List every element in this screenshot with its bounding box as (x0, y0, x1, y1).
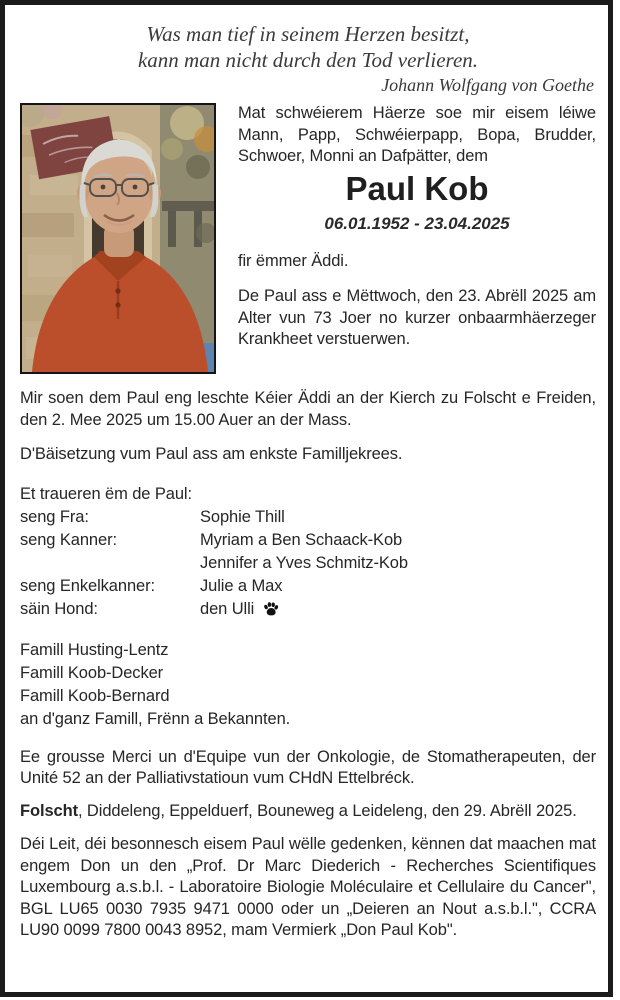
mourner-row (20, 552, 596, 575)
mourner-value: Myriam a Ben Schaack-Kob (200, 530, 403, 549)
portrait-photo (20, 103, 216, 374)
mourner-row (20, 598, 596, 621)
mourner-dog-name: den Ulli (200, 599, 255, 618)
deceased-dates: 06.01.1952 - 23.04.2025 (324, 213, 510, 233)
paw-icon (263, 602, 279, 617)
mourner-value: Julie a Max (200, 576, 283, 595)
deceased-name: Paul Kob (345, 169, 489, 207)
mourner-label: seng Kanner: (20, 530, 117, 549)
family-line: Famill Koob-Bernard (20, 686, 170, 705)
thanks-paragraph: Ee grousse Merci un d'Equipe vun der Onkologie, de Stomatherapeuten, der Unité 52 an der Palliativstatioun vum CHdN Ettelbréck. (20, 747, 596, 787)
mourner-label: seng Enkelkanner: (20, 576, 155, 595)
announcement-row (20, 103, 596, 374)
dateline-rest: , Diddeleng, Eppelduerf, Bouneweg a Leideleng, den 29. Abrëll 2025. (77, 801, 577, 820)
mourners-heading: Et traueren ëm de Paul: (20, 484, 192, 503)
donations-paragraph: Déi Leit, déi besonnesch eisem Paul wëlle gedenken, kënnen dat maachen mat engem Don un den „Prof. Dr Marc Diederich - Recherches Scientifiques Luxembourg a.s.b.l. - Laboratoire Biologie Moléculaire et Cellulaire du Cancer", BGL LU65 0030 7935 9471 0000 oder un „Deieren an Nout a.s.b.l.", CCRA LU90 0099 7800 0043 8952, mam Vermierk „Don Paul Kob". (20, 835, 596, 939)
mourner-value: Jennifer a Yves Schmitz-Kob (200, 553, 408, 572)
mourner-value: Sophie Thill (200, 507, 285, 526)
dateline (20, 801, 596, 823)
death-notice: De Paul ass e Mëttwoch, den 23. Abrëll 2025 am Alter vun 73 Joer no kurzer onbaarmhäerzeger Krankheet verstuerwen. (238, 287, 596, 348)
farewell-line: fir ëmmer Äddi. (238, 251, 349, 270)
mass-info: Mir soen dem Paul eng leschte Kéier Äddi an der Kierch zu Folscht e Freiden, den 2. Mee 2025 um 15.00 Auer an der Mass. (20, 389, 596, 429)
mourner-row (20, 529, 596, 552)
epigraph-attribution: Johann Wolfgang von Goethe (381, 75, 594, 95)
mourner-value (200, 598, 596, 621)
family-line: Famill Husting-Lentz (20, 640, 169, 659)
mourners-list (20, 483, 596, 621)
epigraph-line-1: Was man tief in seinem Herzen besitzt, (146, 22, 470, 46)
portrait-photo-illustration (22, 105, 214, 372)
epigraph-line-2: kann man nicht durch den Tod verlieren. (137, 48, 479, 72)
burial-info: D'Bäisetzung vum Paul ass am enkste Familljekrees. (20, 445, 403, 463)
mourner-label: säin Hond: (20, 599, 98, 618)
mourner-label (20, 552, 200, 575)
announcement-intro: Mat schwéierem Häerze soe mir eisem léiwe Mann, Papp, Schwéierpapp, Bopa, Brudder, Schwoer, Monni an Dafpätter, dem (238, 104, 596, 165)
mourner-row (20, 575, 596, 598)
families-list (20, 639, 596, 731)
announcement-text (238, 103, 596, 374)
mourner-row (20, 506, 596, 529)
mourner-label: seng Fra: (20, 507, 89, 526)
family-line: Famill Koob-Decker (20, 663, 164, 682)
family-line: an d'ganz Famill, Frënn a Bekannten. (20, 709, 291, 728)
epigraph (20, 21, 596, 96)
dateline-place: Folscht (20, 801, 78, 820)
